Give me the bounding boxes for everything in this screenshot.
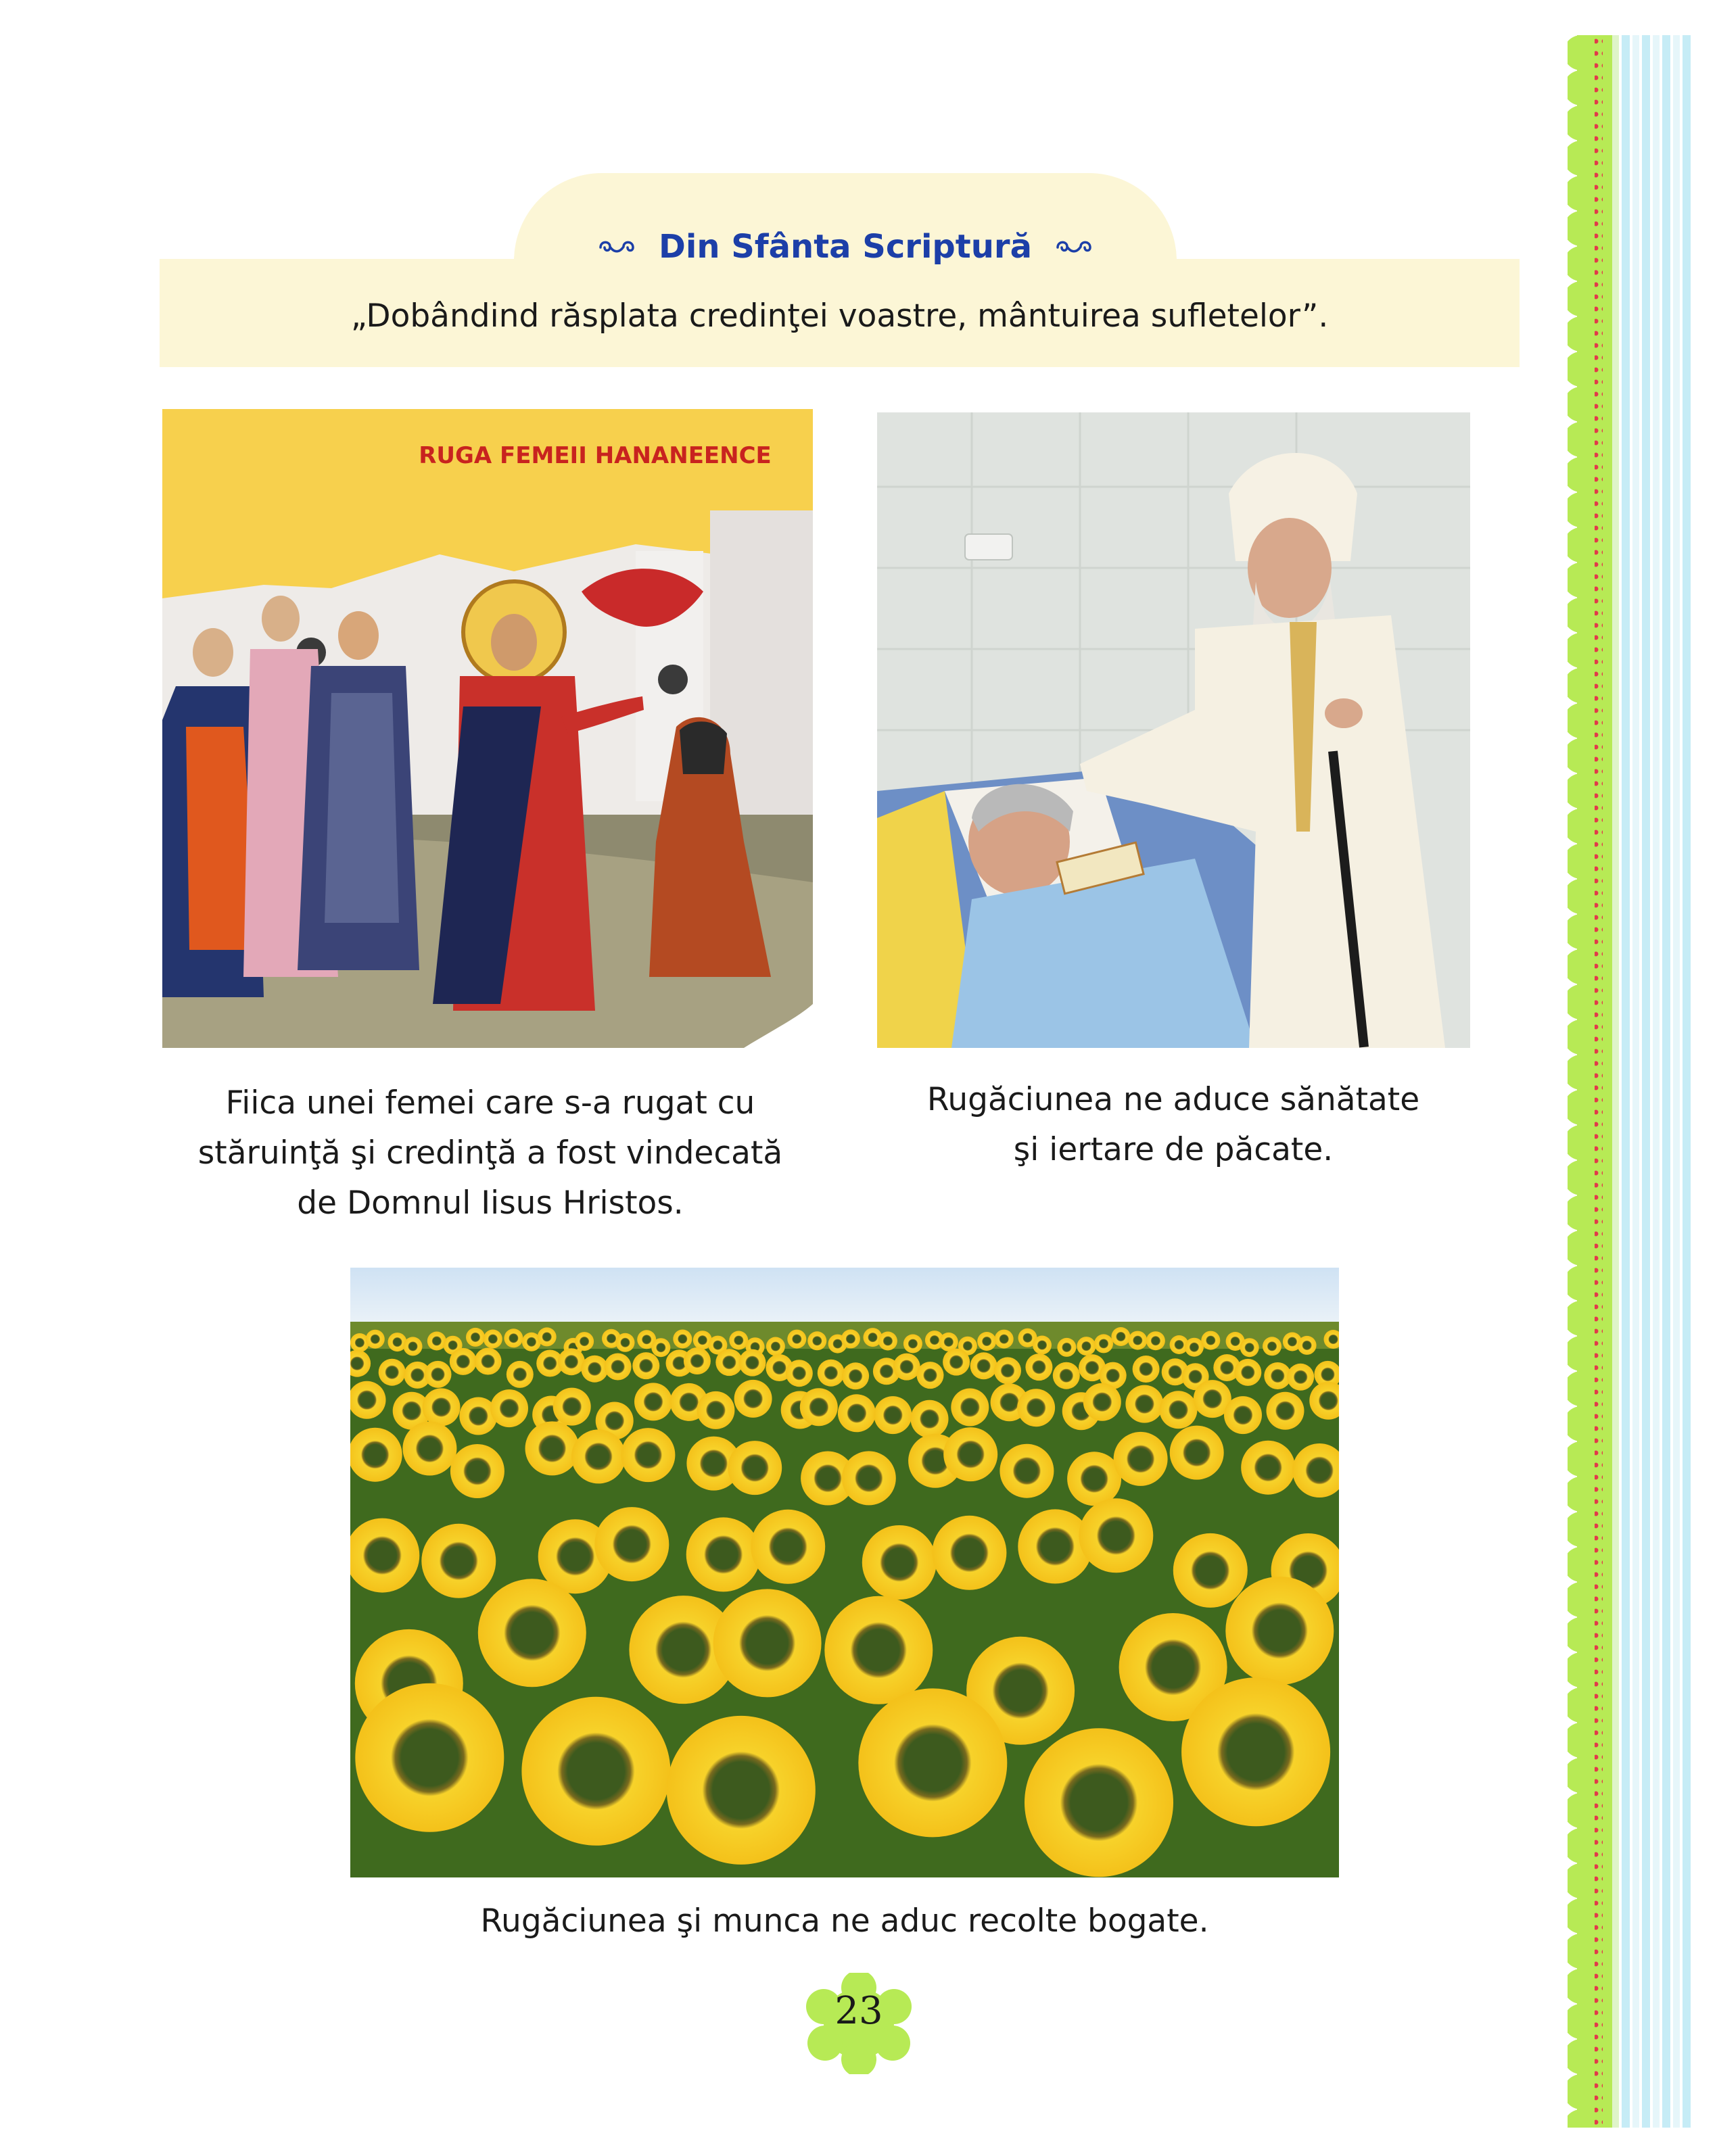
sunflower-head (728, 1441, 782, 1495)
sunflower-head (903, 1335, 922, 1354)
sunflower-head (1240, 1338, 1259, 1357)
sunflower-head (379, 1359, 406, 1386)
sunflower-head (787, 1330, 806, 1349)
sunflower-head (766, 1337, 785, 1356)
caption-health (859, 1075, 1488, 1175)
sunflower-head (874, 1396, 912, 1434)
sunflower-head (943, 1349, 970, 1376)
sunflower-head (571, 1429, 626, 1483)
sunflower-head (739, 1349, 766, 1376)
sunflower-head (697, 1391, 734, 1429)
sunflower-head (616, 1333, 635, 1352)
sunflower-head (807, 1331, 826, 1350)
sunflower-head (1170, 1426, 1224, 1480)
sunflower-head (673, 1330, 692, 1349)
sunflower-head (713, 1589, 822, 1697)
sunflower-head (684, 1347, 711, 1374)
sunflower-head (1094, 1334, 1113, 1353)
sunflower-head (751, 1510, 825, 1584)
sunflower-head (1077, 1337, 1096, 1356)
sunflower-head (366, 1330, 385, 1349)
sunflower-head (421, 1524, 496, 1598)
sunflower-head (355, 1683, 504, 1832)
sunflower-head (525, 1421, 580, 1475)
sunflower-head (558, 1348, 585, 1375)
sunflower-head (1234, 1359, 1261, 1386)
sunflower-head (818, 1360, 845, 1387)
sunflower-head (605, 1354, 632, 1381)
sunflower-head (490, 1389, 528, 1427)
sunflower-head (425, 1361, 452, 1388)
sunflower-head (1111, 1327, 1130, 1346)
sunflower-head (842, 1362, 869, 1389)
sunflower-head (824, 1596, 933, 1704)
sunflower-head (1114, 1432, 1168, 1486)
sunflower-head (917, 1362, 944, 1389)
sunflower-head (632, 1352, 659, 1379)
sunflower-head (575, 1332, 594, 1351)
header-title: Din Sfânta Scriptură (659, 228, 1032, 266)
sunflower-head (1128, 1331, 1147, 1350)
sunflower-head (686, 1517, 761, 1591)
sunflower-head (951, 1389, 989, 1427)
sunflower-head (621, 1428, 675, 1482)
sunflower-head (651, 1338, 670, 1357)
caption-line: Fiica unei femei care s-a rugat cu (225, 1084, 755, 1122)
sunflower-head (800, 1388, 838, 1426)
sunflower-head (538, 1327, 557, 1346)
sunflower-head (1225, 1577, 1334, 1685)
sunflower-head (995, 1330, 1014, 1349)
sunflower-head (1017, 1389, 1055, 1427)
sunflower-head (878, 1332, 897, 1351)
caption-canaanite-woman (156, 1078, 825, 1228)
sunflower-head (1181, 1677, 1330, 1826)
sunflower-head (667, 1716, 816, 1865)
sunflower-head (484, 1330, 502, 1349)
sunflower-head (581, 1356, 608, 1383)
hospital-visit-photo (877, 412, 1470, 1048)
sunflower-head (943, 1427, 997, 1481)
caption-harvest: Rugăciunea şi munca ne aduc recolte bogate. (480, 1902, 1209, 1940)
sunflower-head (1287, 1364, 1314, 1391)
sunflower-head (450, 1348, 477, 1375)
swirl-ornament-icon (598, 237, 636, 257)
sunflower-head (911, 1400, 949, 1438)
sunflower-head (734, 1380, 772, 1418)
sunflower-head (475, 1348, 502, 1375)
sunflower-head (999, 1444, 1054, 1498)
sunflower-head (504, 1328, 523, 1347)
sunflower-head (994, 1357, 1021, 1384)
sunflower-head (862, 1525, 937, 1600)
sunflower-head (404, 1337, 423, 1356)
sunflower-head (1160, 1391, 1198, 1429)
sunflower-head (842, 1451, 896, 1505)
sunflower-head (1173, 1533, 1248, 1608)
sunflower-head (1033, 1336, 1052, 1355)
decorative-side-border (1568, 35, 1717, 2128)
sunflower-head (715, 1349, 743, 1376)
sunflower-head (553, 1388, 591, 1426)
sunflower-head (893, 1354, 920, 1381)
sunflower-head (466, 1328, 485, 1347)
caption-line: Rugăciunea ne aduce sănătate (926, 1081, 1420, 1118)
sunflower-head (1263, 1337, 1281, 1356)
sunflower-head (350, 1428, 402, 1482)
sunflower-head (1267, 1392, 1304, 1430)
sunflower-head (1079, 1498, 1153, 1573)
scripture-quote: „Dobândind răsplata credinţei voastre, mântuirea sufletelor”. (350, 297, 1329, 335)
sunflower-head (594, 1507, 669, 1581)
sunflower-head (1125, 1385, 1163, 1423)
sunflower-head (507, 1361, 534, 1388)
page-number: 23 (834, 1989, 883, 2033)
sunflower-head (450, 1444, 504, 1498)
sunflower-head (858, 1688, 1007, 1837)
sunflower-head (1146, 1331, 1165, 1350)
sunflower-head (1298, 1336, 1317, 1355)
sunflower-head (977, 1332, 996, 1351)
sunflower-head (521, 1697, 670, 1846)
sunflower-head (1083, 1383, 1121, 1421)
sunflower-head (1057, 1338, 1076, 1357)
sunflower-head (478, 1579, 586, 1687)
sunflower-head (841, 1329, 860, 1348)
sunflower-head (1201, 1331, 1220, 1350)
sunflower-head (970, 1352, 997, 1379)
sunflower-head (1224, 1396, 1262, 1434)
sunflower-head (838, 1394, 876, 1432)
sunflower-head (1241, 1441, 1295, 1495)
sunflower-head (1025, 1354, 1052, 1381)
sunflower-head (427, 1332, 446, 1351)
sunflower-head (1025, 1728, 1173, 1877)
sunflower-head (786, 1360, 813, 1387)
caption-line: de Domnul Iisus Hristos. (297, 1184, 684, 1222)
sunflower-head (634, 1383, 672, 1420)
sunflower-head (423, 1388, 461, 1426)
sunflower-head (1067, 1452, 1121, 1506)
sunflower-head (1185, 1338, 1204, 1357)
sunflower-head (729, 1331, 748, 1350)
swirl-ornament-icon (1055, 237, 1093, 257)
header-title-row (514, 223, 1177, 270)
sunflower-head (402, 1422, 456, 1476)
sunflower-head (1053, 1362, 1080, 1389)
sunflower-head (1133, 1356, 1160, 1383)
caption-line: stăruinţă şi credinţă a fost vindecată (197, 1134, 783, 1172)
sunflower-head (932, 1516, 1006, 1590)
caption-line: şi iertare de păcate. (1013, 1131, 1334, 1168)
icon-painting-image (162, 409, 813, 1048)
sunflower-field-photo (350, 1268, 1339, 1877)
icon-inscription-text: RUGA FEMEII HANANEENCE (419, 442, 772, 469)
